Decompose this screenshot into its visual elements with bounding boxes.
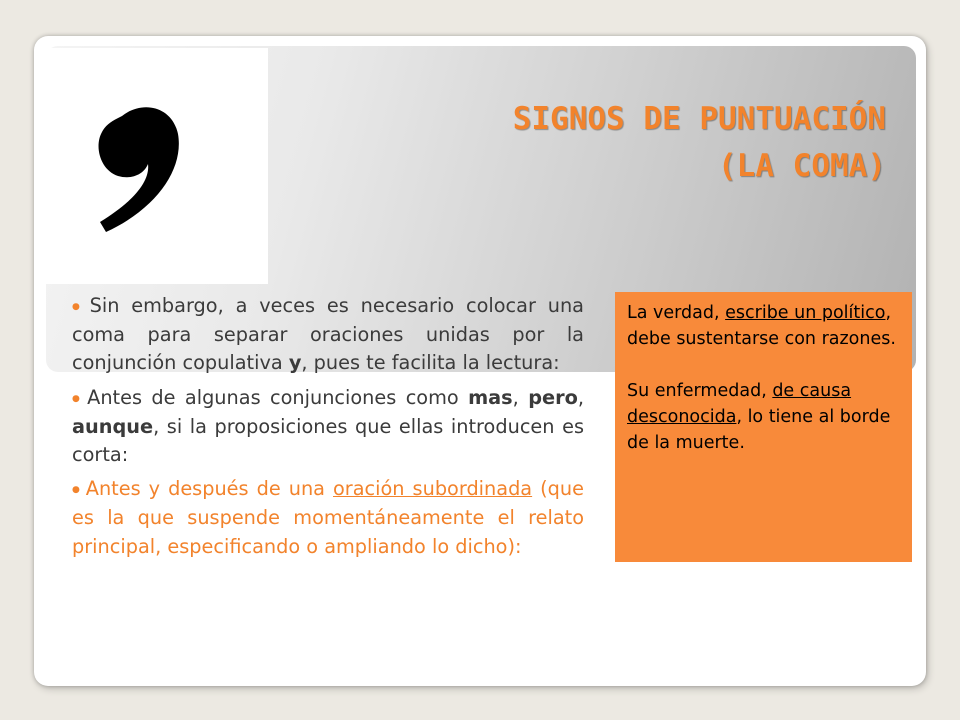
bullet-list [72,292,584,567]
comma-icon [44,48,268,284]
bullet-icon: ● [72,485,82,496]
bullet-icon: ● [72,302,86,312]
bullet-text: , si la proposiciones que ellas introducen es corta: [72,414,584,467]
bullet-text: (que es la que suspende momentáneamente el relato principal, especificando o ampliando lo dicho): [72,477,584,558]
example-underlined: de causa desconocida [627,381,852,427]
example-2 [627,378,902,456]
example-text: La verdad, [627,303,726,323]
example-text: , debe sustentarse con razones. [627,303,896,349]
bullet-text: Sin embargo, a veces es necesario colocar una coma para separar oraciones unidas por la conjunción copulativa [72,294,584,375]
title-line-2: (LA COMA) [718,148,886,184]
example-underlined: escribe un político [725,303,886,323]
examples-box [615,292,912,562]
bullet-bold: aunque [72,414,154,438]
list-item [72,475,584,561]
bullet-text: , [512,385,529,409]
list-item [72,292,584,378]
page-title [326,96,886,190]
bullet-text: , [577,385,584,409]
bullet-bold: y [288,351,302,375]
bullet-icon: ● [72,393,84,404]
bullet-text: , pues te facilita la lectura: [301,351,560,375]
title-line-1: SIGNOS DE PUNTUACIÓN [512,101,886,137]
spacer [627,352,902,378]
bullet-bold: pero [528,385,578,409]
example-text: , lo tiene al borde de la muerte. [627,407,891,453]
bullet-bold: mas [468,385,513,409]
bullet-text: Antes de algunas conjunciones como [87,385,469,409]
example-1 [627,300,902,352]
comma-image [44,48,268,284]
example-text: Su enfermedad, [627,381,773,401]
list-item [72,384,584,470]
bullet-underlined: oración subordinada [333,477,533,501]
bullet-text: Antes y después de una [85,477,334,501]
